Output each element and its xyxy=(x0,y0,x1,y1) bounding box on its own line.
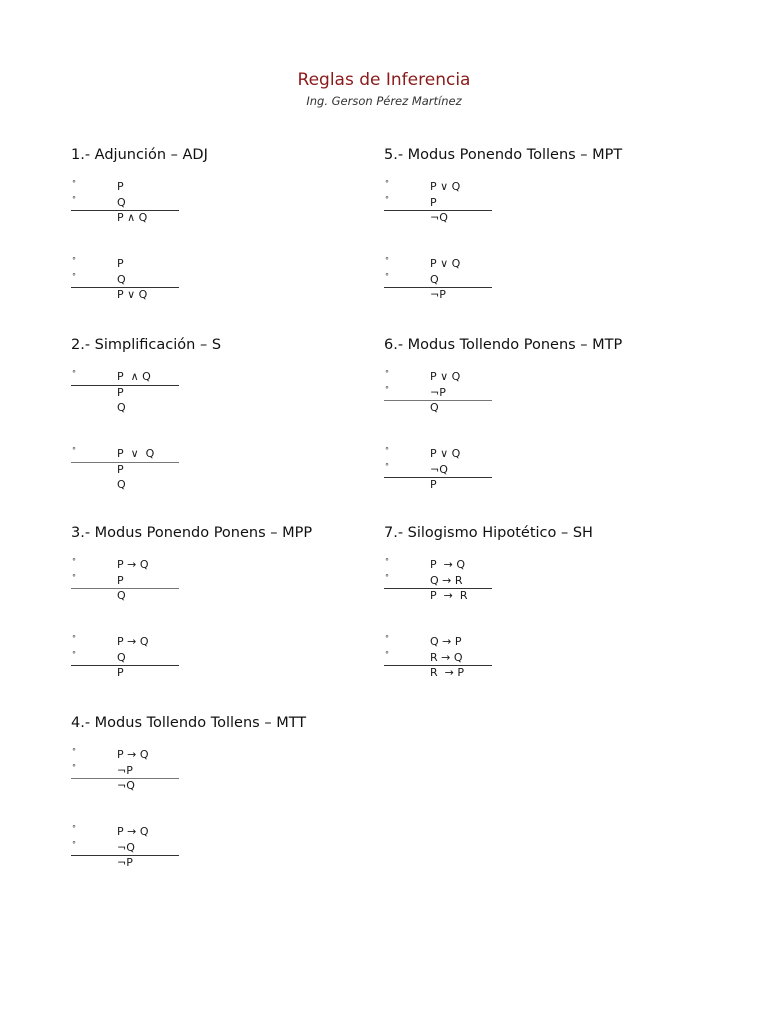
formula-expression: Q xyxy=(430,401,439,414)
inference-block xyxy=(384,446,684,493)
formula-expression: ¬Q xyxy=(430,462,448,476)
premise-bullet: ° xyxy=(385,446,389,455)
formula-line xyxy=(71,778,371,794)
inference-block xyxy=(71,634,371,681)
formula-expression: P ∨ Q xyxy=(117,447,155,460)
conclusion-divider xyxy=(71,462,179,463)
inference-block xyxy=(71,557,371,604)
conclusion-divider xyxy=(71,778,179,779)
formula-expression: P xyxy=(117,666,124,679)
inference-block xyxy=(384,256,684,303)
premise-bullet: ° xyxy=(72,824,76,833)
formula-expression: ¬P xyxy=(117,763,133,777)
formula-line xyxy=(71,477,371,493)
rule-section xyxy=(384,523,704,679)
premise-bullet: ° xyxy=(385,271,389,281)
formula-line xyxy=(71,287,371,303)
rule-section xyxy=(71,523,391,679)
formula-expression: P → R xyxy=(430,589,468,602)
formula-line xyxy=(384,400,684,416)
premise-bullet: ° xyxy=(72,256,76,265)
premise-bullet: ° xyxy=(72,557,76,566)
conclusion-divider xyxy=(384,287,492,288)
premise-bullet: ° xyxy=(72,271,76,281)
premise-bullet: ° xyxy=(385,256,389,265)
formula-line xyxy=(71,256,371,272)
formula-expression: P xyxy=(430,195,437,209)
formula-line xyxy=(71,747,371,763)
formula-expression: P → Q xyxy=(430,558,465,571)
formula-expression: Q xyxy=(117,401,126,414)
conclusion-divider xyxy=(71,287,179,288)
formula-expression: ¬P xyxy=(117,856,133,869)
section-heading: 3.- Modus Ponendo Ponens – MPP xyxy=(71,525,313,541)
premise-bullet: ° xyxy=(72,369,76,378)
conclusion-divider xyxy=(384,477,492,478)
formula-expression: Q xyxy=(117,650,126,664)
inference-block xyxy=(71,179,371,226)
formula-line xyxy=(384,634,684,650)
inference-block xyxy=(384,557,684,604)
formula-expression: Q xyxy=(430,272,439,286)
premise-bullet: ° xyxy=(72,446,76,455)
section-heading: 5.- Modus Ponendo Tollens – MPT xyxy=(384,147,623,163)
formula-expression: Q xyxy=(117,589,126,602)
section-heading: 2.- Simplificación – S xyxy=(71,337,222,353)
formula-expression: P ∨ Q xyxy=(430,257,461,270)
formula-line xyxy=(384,179,684,195)
formula-line xyxy=(71,840,371,856)
formula-line xyxy=(71,650,371,666)
inference-block xyxy=(71,369,371,416)
formula-line xyxy=(71,665,371,681)
inference-block xyxy=(384,634,684,681)
formula-line xyxy=(71,462,371,478)
formula-expression: P xyxy=(430,478,437,491)
formula-line xyxy=(384,573,684,589)
formula-line xyxy=(71,824,371,840)
premise-bullet: ° xyxy=(385,179,389,188)
formula-line xyxy=(384,272,684,288)
page-title: Reglas de Inferencia xyxy=(297,70,471,90)
section-heading: 4.- Modus Tollendo Tollens – MTT xyxy=(71,715,307,731)
inference-block xyxy=(384,369,684,416)
premise-bullet: ° xyxy=(72,839,76,849)
formula-expression: P ∨ Q xyxy=(117,288,148,301)
premise-bullet: ° xyxy=(72,649,76,659)
formula-line xyxy=(71,557,371,573)
formula-line xyxy=(71,369,371,385)
formula-line xyxy=(71,400,371,416)
section-heading: 6.- Modus Tollendo Ponens – MTP xyxy=(384,337,623,353)
formula-expression: P → Q xyxy=(117,635,149,648)
formula-line xyxy=(71,588,371,604)
formula-line xyxy=(384,385,684,401)
premise-bullet: ° xyxy=(72,747,76,756)
formula-expression: R → P xyxy=(430,666,464,679)
conclusion-divider xyxy=(384,210,492,211)
premise-bullet: ° xyxy=(385,572,389,582)
formula-expression: P xyxy=(117,257,124,270)
formula-expression: Q → R xyxy=(430,573,463,587)
formula-expression: P → Q xyxy=(117,748,149,761)
formula-expression: Q xyxy=(117,478,126,491)
formula-line xyxy=(71,385,371,401)
formula-line xyxy=(384,446,684,462)
inference-block xyxy=(384,179,684,226)
section-heading: 7.- Silogismo Hipotético – SH xyxy=(384,525,593,541)
formula-line xyxy=(384,557,684,573)
formula-expression: ¬P xyxy=(430,385,446,399)
formula-expression: Q xyxy=(117,195,126,209)
formula-line xyxy=(71,446,371,462)
formula-line xyxy=(384,195,684,211)
formula-expression: P ∧ Q xyxy=(117,370,151,383)
formula-expression: R → Q xyxy=(430,650,463,664)
formula-expression: P ∨ Q xyxy=(430,370,461,383)
formula-line xyxy=(384,369,684,385)
formula-line xyxy=(71,272,371,288)
conclusion-divider xyxy=(71,855,179,856)
formula-line xyxy=(384,287,684,303)
premise-bullet: ° xyxy=(385,194,389,204)
conclusion-divider xyxy=(71,210,179,211)
formula-line xyxy=(384,210,684,226)
formula-expression: P → Q xyxy=(117,825,149,838)
conclusion-divider xyxy=(384,588,492,589)
inference-block xyxy=(71,747,371,794)
formula-line xyxy=(71,763,371,779)
premise-bullet: ° xyxy=(385,649,389,659)
rule-section xyxy=(71,713,391,869)
rule-section xyxy=(384,145,704,301)
formula-expression: P xyxy=(117,385,124,399)
formula-line xyxy=(384,665,684,681)
formula-expression: ¬Q xyxy=(117,840,135,854)
formula-expression: ¬P xyxy=(430,288,446,301)
formula-expression: P xyxy=(117,180,124,193)
premise-bullet: ° xyxy=(72,194,76,204)
formula-line xyxy=(71,634,371,650)
formula-expression: ¬Q xyxy=(117,779,135,792)
formula-line xyxy=(71,573,371,589)
formula-expression: ¬Q xyxy=(430,211,448,224)
formula-expression: P ∨ Q xyxy=(430,180,461,193)
page-author: Ing. Gerson Pérez Martínez xyxy=(306,94,462,108)
premise-bullet: ° xyxy=(385,634,389,643)
rule-section xyxy=(384,335,704,491)
premise-bullet: ° xyxy=(72,634,76,643)
conclusion-divider xyxy=(71,588,179,589)
premise-bullet: ° xyxy=(385,384,389,394)
formula-line xyxy=(384,256,684,272)
formula-expression: P ∧ Q xyxy=(117,211,148,224)
inference-block xyxy=(71,824,371,871)
conclusion-divider xyxy=(384,665,492,666)
inference-block xyxy=(71,256,371,303)
formula-line xyxy=(71,855,371,871)
section-heading: 1.- Adjunción – ADJ xyxy=(71,147,208,163)
inference-block xyxy=(71,446,371,493)
formula-line xyxy=(71,179,371,195)
conclusion-divider xyxy=(384,400,492,401)
formula-expression: P xyxy=(117,573,124,587)
premise-bullet: ° xyxy=(385,461,389,471)
formula-line xyxy=(384,588,684,604)
rule-section xyxy=(71,335,391,491)
premise-bullet: ° xyxy=(72,762,76,772)
premise-bullet: ° xyxy=(385,369,389,378)
formula-expression: Q xyxy=(117,272,126,286)
formula-expression: P xyxy=(117,462,124,476)
formula-line xyxy=(71,210,371,226)
formula-expression: Q → P xyxy=(430,635,462,648)
formula-line xyxy=(384,650,684,666)
premise-bullet: ° xyxy=(72,572,76,582)
formula-line xyxy=(384,462,684,478)
formula-line xyxy=(384,477,684,493)
premise-bullet: ° xyxy=(72,179,76,188)
premise-bullet: ° xyxy=(385,557,389,566)
conclusion-divider xyxy=(71,665,179,666)
conclusion-divider xyxy=(71,385,179,386)
formula-expression: P ∨ Q xyxy=(430,447,461,460)
formula-expression: P → Q xyxy=(117,558,149,571)
rule-section xyxy=(71,145,391,301)
formula-line xyxy=(71,195,371,211)
